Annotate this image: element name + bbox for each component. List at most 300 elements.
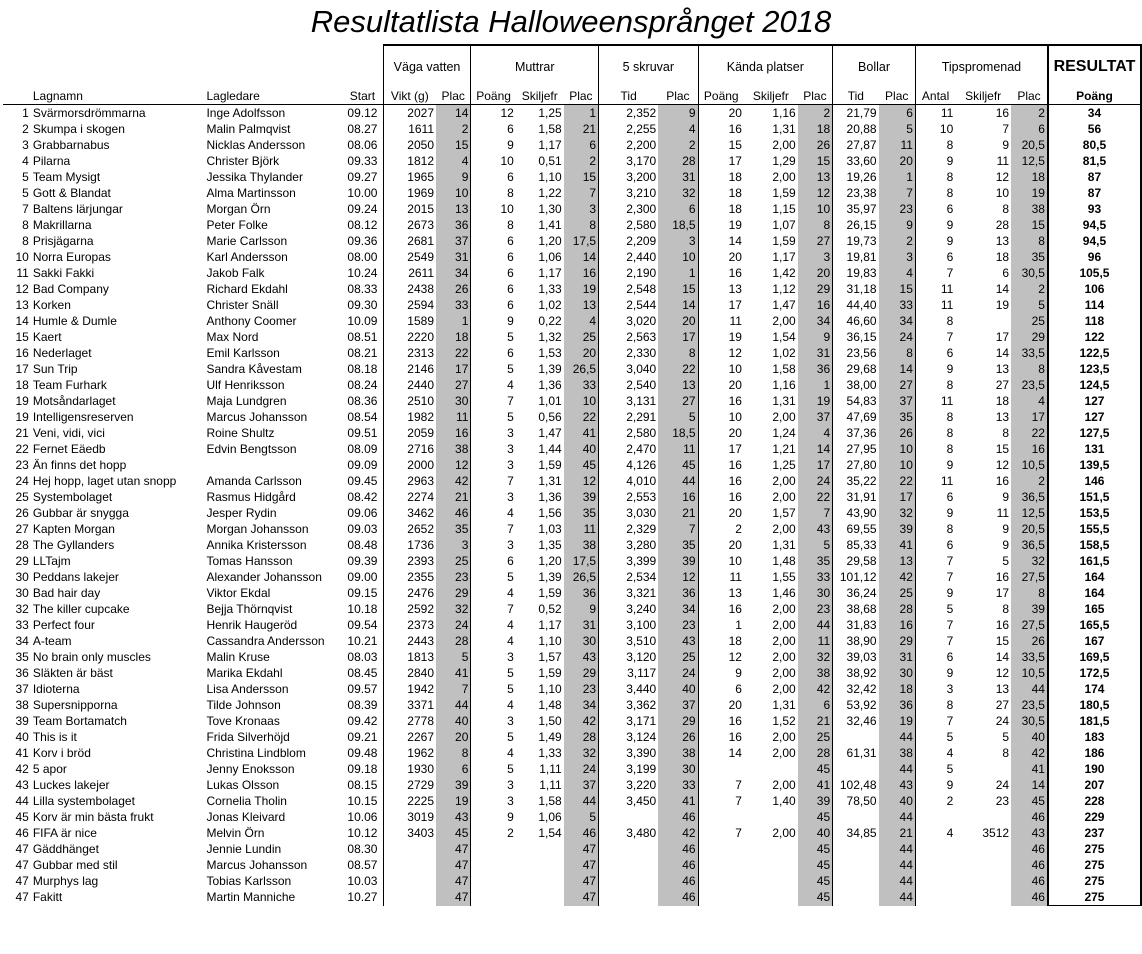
table-cell: 16 (798, 297, 833, 313)
table-cell: Lilla systembolaget (32, 794, 135, 808)
table-cell: Christer Snäll (206, 298, 279, 312)
table-cell: 1,59 (772, 186, 796, 200)
table-cell (833, 729, 879, 745)
table-cell: 2,00 (772, 666, 796, 680)
table-cell: 3 (879, 249, 916, 265)
table-cell (698, 889, 744, 906)
table-cell: 6 (471, 297, 516, 313)
table-cell: 3,040 (599, 361, 659, 377)
table-cell: 1,33 (538, 282, 562, 296)
table-cell: 7 (915, 265, 955, 281)
table-cell: 2,00 (772, 650, 796, 664)
table-cell: 46 (658, 841, 698, 857)
table-cell (833, 889, 879, 906)
table-cell (599, 873, 659, 889)
table-cell: 36 (564, 585, 599, 601)
table-cell: 1,47 (772, 298, 796, 312)
table-cell: 47 (564, 889, 599, 906)
table-cell: 16 (658, 489, 698, 505)
table-cell: Maja Lundgren (206, 394, 287, 408)
table-cell: 08.03 (347, 650, 378, 664)
table-cell: 10 (879, 441, 916, 457)
table-cell: 8 (915, 697, 955, 713)
table-cell: 1,54 (538, 826, 562, 840)
table-cell (744, 841, 798, 857)
table-cell: 27 (879, 377, 916, 393)
table-cell: 4 (471, 377, 516, 393)
table-cell: 2,300 (599, 201, 659, 217)
table-cell: 1736 (383, 537, 436, 553)
table-cell: 2,440 (599, 249, 659, 265)
table-cell: 164 (1048, 569, 1141, 585)
table-cell: 44 (879, 729, 916, 745)
table-cell: 11 (16, 266, 29, 280)
table-cell: 8 (1002, 202, 1010, 216)
table-cell: 08.39 (347, 698, 378, 712)
table-cell: 6 (1011, 121, 1048, 137)
table-cell (744, 761, 798, 777)
table-cell: 5 (471, 665, 516, 681)
table-cell (698, 857, 744, 873)
table-cell: 40 (879, 793, 916, 809)
table-row (3, 665, 1141, 681)
table-cell: 17 (15, 362, 29, 376)
table-row (3, 345, 1141, 361)
table-cell: Veni, vidi, vici (32, 426, 105, 440)
table-cell: 5 (915, 601, 955, 617)
table-cell: 5 (1002, 730, 1010, 744)
table-cell: 35 (879, 409, 916, 425)
table-cell: 08.48 (347, 538, 378, 552)
table-cell: 46 (658, 809, 698, 825)
table-cell: Supersnipporna (32, 698, 118, 712)
table-cell: 28 (436, 633, 471, 649)
table-cell: 44 (564, 793, 599, 809)
table-cell: 2440 (383, 377, 436, 393)
table-cell: Lukas Olsson (206, 778, 280, 792)
table-cell: 8 (915, 169, 955, 185)
table-cell: 21 (436, 489, 471, 505)
group-tipspromenad: Tipspromenad (915, 45, 1048, 88)
table-cell: Marika Ekdahl (206, 666, 283, 680)
table-cell: 8 (798, 217, 833, 233)
table-cell: 14 (436, 105, 471, 122)
table-cell: 21 (15, 426, 29, 440)
table-cell: 3,240 (599, 601, 659, 617)
table-cell: 2050 (383, 137, 436, 153)
table-cell: 29 (564, 665, 599, 681)
table-cell: 1,03 (538, 522, 562, 536)
table-cell: 10.27 (347, 890, 378, 905)
table-cell: 44 (879, 841, 916, 857)
table-cell: 29 (15, 554, 29, 568)
table-cell: 5 apor (32, 762, 67, 776)
table-cell: 30 (798, 585, 833, 601)
table-cell: 3 (471, 793, 516, 809)
table-cell: 5 (436, 649, 471, 665)
table-cell: 11 (996, 154, 1010, 168)
table-cell: 16 (698, 265, 744, 281)
table-cell: 1,49 (538, 730, 562, 744)
table-cell: 38 (798, 665, 833, 681)
table-cell: 3 (436, 537, 471, 553)
table-cell: 43 (658, 633, 698, 649)
table-row (3, 825, 1141, 841)
table-cell: 9 (915, 217, 955, 233)
table-cell: 1,59 (772, 234, 796, 248)
table-cell: 1,47 (538, 426, 562, 440)
table-cell: 1,30 (538, 202, 562, 216)
table-cell: 164 (1048, 585, 1141, 601)
table-cell: Jesper Rydin (206, 506, 277, 520)
table-cell: Nicklas Andersson (206, 138, 306, 152)
table-cell (955, 873, 1011, 889)
table-cell: 4 (471, 617, 516, 633)
table-cell: 32 (15, 602, 29, 616)
table-cell: 14 (995, 650, 1010, 664)
table-cell: 21 (798, 713, 833, 729)
table-cell: 27,5 (1011, 569, 1048, 585)
table-cell: 44 (1011, 681, 1048, 697)
table-cell: 2,291 (599, 409, 659, 425)
table-cell: 6 (915, 649, 955, 665)
table-cell: 19 (879, 713, 916, 729)
table-cell (599, 889, 659, 906)
table-cell: 1,52 (772, 714, 796, 728)
table-cell: 1,59 (538, 458, 562, 472)
table-cell: 37 (798, 409, 833, 425)
table-cell: 23,5 (1011, 697, 1048, 713)
table-cell: 6 (564, 137, 599, 153)
table-cell: 10.03 (347, 874, 378, 888)
table-cell: 85,33 (833, 537, 879, 553)
table-cell: 146 (1048, 473, 1141, 489)
table-cell: 10.18 (347, 602, 378, 616)
table-cell: 16 (995, 474, 1010, 488)
table-cell: 40 (15, 730, 29, 744)
table-cell: 2,00 (772, 730, 796, 744)
table-cell: 1 (698, 617, 744, 633)
table-cell: 34 (564, 697, 599, 713)
table-cell: 37 (564, 777, 599, 793)
table-cell: 2592 (383, 601, 436, 617)
table-cell: Motsåndarlaget (32, 394, 116, 408)
column-header: Poäng (1048, 88, 1141, 105)
table-cell: 6 (471, 345, 516, 361)
table-cell: 23 (436, 569, 471, 585)
table-cell: 3,131 (599, 393, 659, 409)
table-cell: 40 (658, 681, 698, 697)
table-cell: 1,10 (538, 682, 562, 696)
table-cell: 09.15 (347, 586, 378, 600)
table-cell: 13 (879, 553, 916, 569)
table-cell: 24 (15, 474, 29, 488)
table-cell: 9 (658, 105, 698, 122)
table-cell: A-team (32, 634, 72, 648)
table-row (3, 761, 1141, 777)
table-cell: 37 (879, 393, 916, 409)
table-cell: 10 (471, 153, 516, 169)
table-cell: 8 (1011, 361, 1048, 377)
table-cell: 19 (1011, 185, 1048, 201)
table-cell: 35 (798, 553, 833, 569)
table-cell: 20 (698, 505, 744, 521)
table-cell: 8 (915, 313, 955, 329)
table-cell: 9 (915, 665, 955, 681)
table-cell: 8 (915, 409, 955, 425)
table-cell: 3,280 (599, 537, 659, 553)
table-cell: 23,38 (833, 185, 879, 201)
table-cell: 27,95 (833, 441, 879, 457)
table-cell: 09.27 (347, 170, 378, 184)
table-cell (744, 857, 798, 873)
table-cell: 5 (471, 681, 516, 697)
table-cell: 13 (698, 585, 744, 601)
table-cell: 26 (1011, 633, 1048, 649)
table-cell: 22 (436, 345, 471, 361)
table-cell: 2,540 (599, 377, 659, 393)
table-cell: 3 (915, 681, 955, 697)
table-cell: 29 (436, 585, 471, 601)
table-cell: 2963 (383, 473, 436, 489)
table-cell: 1,36 (538, 378, 562, 392)
column-header: Skiljefr (744, 88, 798, 105)
table-cell: 229 (1048, 809, 1141, 825)
table-cell: 13 (658, 377, 698, 393)
table-cell: 9 (698, 665, 744, 681)
table-cell: 8 (1011, 585, 1048, 601)
table-cell: 2015 (383, 201, 436, 217)
table-cell: 38 (1011, 201, 1048, 217)
table-cell: Morgan Örn (206, 202, 271, 216)
table-cell (915, 841, 955, 857)
table-cell: 1813 (383, 649, 436, 665)
table-cell: 11 (658, 441, 698, 457)
table-cell: 09.57 (347, 682, 378, 696)
table-cell: 6 (471, 553, 516, 569)
table-cell: Pilarna (32, 154, 71, 168)
table-cell: 5 (1011, 297, 1048, 313)
table-cell: 8 (915, 377, 955, 393)
table-cell: 38,68 (833, 601, 879, 617)
table-cell (516, 889, 564, 906)
table-cell: 12 (436, 457, 471, 473)
table-cell: 9 (915, 361, 955, 377)
column-header: Plac (436, 88, 471, 105)
table-cell: 2,544 (599, 297, 659, 313)
table-cell: 106 (1048, 281, 1141, 297)
table-row (3, 169, 1141, 185)
table-cell: 29 (879, 633, 916, 649)
table-cell: 153,5 (1048, 505, 1141, 521)
table-cell: 2146 (383, 361, 436, 377)
table-cell: 2 (698, 521, 744, 537)
table-cell: 228 (1048, 793, 1141, 809)
table-cell: 17 (658, 329, 698, 345)
table-cell: 6 (658, 201, 698, 217)
table-cell: 2,190 (599, 265, 659, 281)
table-cell: 33 (658, 777, 698, 793)
table-cell: Baltens lärjungar (32, 202, 123, 216)
table-cell: 1,02 (538, 298, 562, 312)
table-cell: 17 (879, 489, 916, 505)
table-cell: 10 (658, 249, 698, 265)
table-cell: 4 (915, 745, 955, 761)
table-cell: Nederlaget (32, 346, 92, 360)
table-cell: 45 (1011, 793, 1048, 809)
table-cell: 19,73 (833, 233, 879, 249)
table-cell: 16 (698, 601, 744, 617)
table-cell: 17 (798, 457, 833, 473)
table-cell: 3 (471, 713, 516, 729)
table-cell: 69,55 (833, 521, 879, 537)
column-header: Antal (915, 88, 955, 105)
table-cell: 38 (658, 745, 698, 761)
table-cell: 3 (471, 649, 516, 665)
table-cell: 1 (879, 169, 916, 185)
table-cell: 20 (698, 697, 744, 713)
table-cell: 1965 (383, 169, 436, 185)
table-cell (698, 761, 744, 777)
table-cell: 2,553 (599, 489, 659, 505)
table-cell (915, 873, 955, 889)
table-cell: 1,17 (772, 250, 796, 264)
table-cell: 08.12 (347, 218, 378, 232)
table-cell: Lisa Andersson (206, 682, 289, 696)
table-cell: 1,16 (772, 106, 796, 120)
table-cell: 1,53 (538, 346, 562, 360)
table-cell: 47 (436, 873, 471, 889)
table-cell: Sun Trip (32, 362, 78, 376)
table-cell: 3 (798, 249, 833, 265)
table-cell: 08.21 (347, 346, 378, 360)
table-cell: 6 (915, 345, 955, 361)
table-cell: 172,5 (1048, 665, 1141, 681)
table-cell: Jenny Enoksson (206, 762, 295, 776)
table-cell: 31 (879, 649, 916, 665)
table-cell: 1,56 (538, 506, 562, 520)
table-cell: 30 (15, 570, 29, 584)
table-cell: 127 (1048, 409, 1141, 425)
table-cell: 118 (1048, 313, 1141, 329)
table-cell: 1,17 (538, 266, 562, 280)
table-cell: 30 (15, 586, 29, 600)
table-cell: 81,5 (1048, 153, 1141, 169)
table-cell: 3,450 (599, 793, 659, 809)
table-cell: 09.21 (347, 730, 378, 744)
table-cell: 1 (658, 265, 698, 281)
table-cell: 42 (1011, 745, 1048, 761)
table-cell: Marcus Johansson (206, 858, 308, 872)
table-cell: Bejja Thörnqvist (206, 602, 293, 616)
table-cell: 7 (879, 185, 916, 201)
table-cell: 14 (698, 745, 744, 761)
table-cell: Systembolaget (32, 490, 113, 504)
column-header: Lagnamn (31, 88, 205, 105)
table-cell: 6 (915, 537, 955, 553)
table-cell: 2 (564, 153, 599, 169)
table-cell: 16 (698, 393, 744, 409)
table-cell: 21 (879, 825, 916, 841)
table-cell: 17 (995, 586, 1010, 600)
table-cell: 32,46 (833, 713, 879, 729)
table-cell: 102,48 (833, 777, 879, 793)
table-cell (599, 857, 659, 873)
table-cell: The killer cupcake (32, 602, 130, 616)
table-cell: 47 (436, 889, 471, 906)
table-cell: 9 (879, 217, 916, 233)
table-cell: 44 (15, 794, 29, 808)
table-cell: 2,00 (772, 490, 796, 504)
table-cell: 41 (436, 665, 471, 681)
table-cell: 29 (798, 281, 833, 297)
column-header: Plac (879, 88, 916, 105)
table-cell: 1,20 (538, 234, 562, 248)
table-cell: Fakitt (32, 890, 63, 905)
table-cell: Murphys lag (32, 874, 99, 888)
table-cell (833, 873, 879, 889)
table-cell: 2611 (383, 265, 436, 281)
table-cell: 12 (995, 458, 1010, 472)
table-cell: 10 (15, 250, 29, 264)
table-cell: 17,5 (564, 233, 599, 249)
table-cell: 1 (798, 377, 833, 393)
table-cell: Edvin Bengtsson (206, 442, 297, 456)
table-cell: 13 (15, 298, 29, 312)
table-cell: 2,00 (772, 618, 796, 632)
table-cell: 2,00 (772, 138, 796, 152)
table-row (3, 841, 1141, 857)
table-cell: 41 (879, 537, 916, 553)
table-cell: 24 (564, 761, 599, 777)
table-cell: 08.42 (347, 490, 378, 504)
table-cell: 2 (915, 793, 955, 809)
table-cell: 2,00 (772, 778, 796, 792)
table-cell: 08.57 (347, 858, 378, 872)
table-cell: 19,81 (833, 249, 879, 265)
table-cell: 14 (798, 441, 833, 457)
table-row (3, 281, 1141, 297)
table-cell: Emil Karlsson (206, 346, 280, 360)
table-cell: 08.33 (347, 282, 378, 296)
table-cell: Alexander Johansson (206, 570, 322, 584)
table-cell: Jonas Kleivard (206, 810, 286, 824)
table-cell: 169,5 (1048, 649, 1141, 665)
table-cell: Gäddhänget (32, 842, 99, 856)
table-cell: 3,171 (599, 713, 659, 729)
table-cell: 31 (658, 169, 698, 185)
table-cell: 24 (436, 617, 471, 633)
table-cell: Cassandra Andersson (206, 634, 325, 648)
table-cell: 8 (915, 185, 955, 201)
table-cell: 10.12 (347, 826, 378, 840)
table-cell: 28 (995, 218, 1010, 232)
table-row (3, 153, 1141, 169)
table-cell: 6 (471, 169, 516, 185)
table-row (3, 473, 1141, 489)
table-cell: 1,21 (772, 442, 796, 456)
table-cell: Morgan Johansson (206, 522, 309, 536)
table-cell: 8 (915, 425, 955, 441)
group-bollar: Bollar (833, 45, 916, 88)
table-cell: Släkten är bäst (32, 666, 113, 680)
group-vaga-vatten: Väga vatten (383, 45, 471, 88)
table-cell: 7 (698, 793, 744, 809)
table-cell: 10.06 (347, 810, 378, 824)
table-cell: 8 (1002, 746, 1010, 760)
table-cell: 32 (879, 505, 916, 521)
table-cell: 2,330 (599, 345, 659, 361)
